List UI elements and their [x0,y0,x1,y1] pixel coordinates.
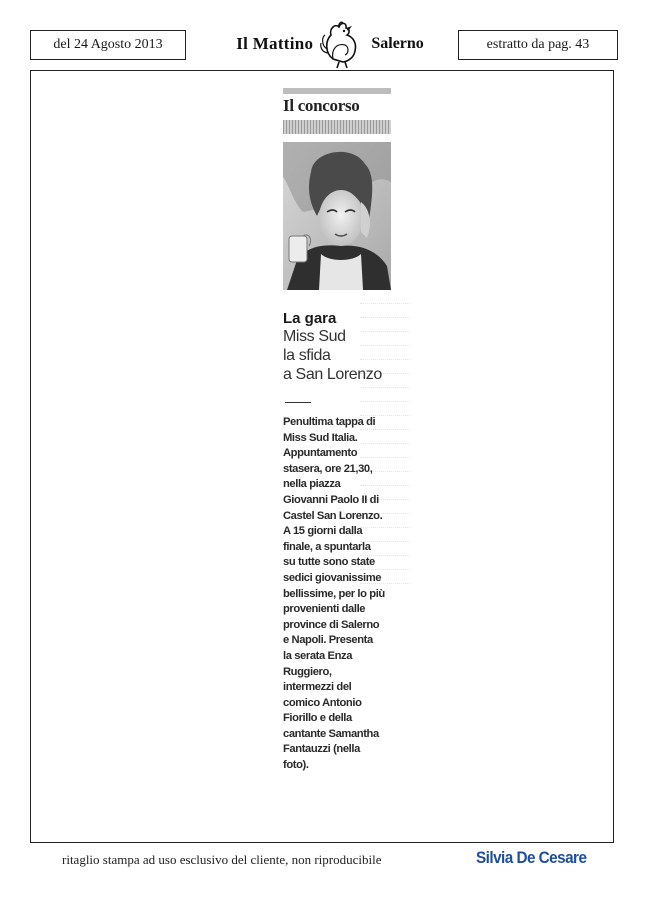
masthead [212,18,448,70]
body-line: A 15 giorni dalla [283,525,363,538]
body-line: province di Salerno [283,618,380,631]
body-line: Miss Sud Italia. [283,431,358,444]
article-kicker: La gara [283,310,337,327]
body-line: su tutte sono state [283,556,375,569]
headline-line: la sfida [283,347,331,364]
body-line: Giovanni Paolo II di [283,493,379,506]
body-line: Fiorillo e della [283,712,352,725]
newspaper-name: Il Mattino [236,34,314,53]
body-line: Ruggiero, [283,665,332,678]
usage-notice: ritaglio stampa ad uso esclusivo del cliente, non riproducibile [62,852,382,867]
section-shade-bar [283,120,391,134]
headline-line: Miss Sud [283,328,346,345]
page-reference: estratto da pag. 43 [486,37,590,52]
body-line: Penultima tappa di [283,416,376,428]
body-line: intermezzi del [283,681,352,694]
body-line: comico Antonio [283,696,362,709]
headline-rule [285,402,311,403]
body-line: sedici giovanissime [283,571,382,584]
date-box [30,30,186,60]
page-reference-box [458,30,618,60]
body-line: Appuntamento [283,447,358,460]
author-name: Silvia De Cesare [476,848,587,867]
newspaper-edition: Salerno [371,35,424,52]
body-line: Fantauzzi (nella [283,743,360,756]
body-line: provenienti dalle [283,603,366,616]
body-line: nella piazza [283,478,341,491]
article-body [283,415,391,774]
body-line: cantante Samantha [283,727,379,740]
headline-line: a San Lorenzo [283,366,382,383]
article-photo [283,142,391,290]
body-line: e Napoli. Presenta [283,634,373,647]
body-line: bellissime, per lo più [283,587,385,600]
article [283,88,391,774]
article-headline [283,327,391,384]
publication-date: del 24 Agosto 2013 [53,37,163,52]
rooster-logo-icon [319,19,365,69]
body-line: foto). [283,759,309,772]
body-line: finale, a spuntarla [283,540,371,553]
section-heading: Il concorso [283,88,391,116]
body-line: Castel San Lorenzo. [283,509,383,522]
body-line: la serata Enza [283,649,353,662]
body-line: stasera, ore 21,30, [283,462,373,475]
